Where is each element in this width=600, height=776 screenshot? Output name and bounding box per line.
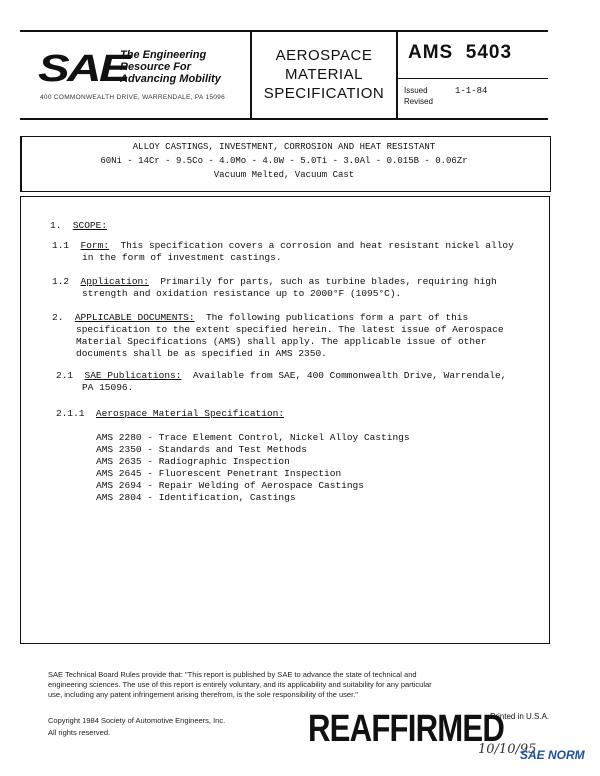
section-2-cont-1: specification to the extent specified herein. The latest issue of Aerospace bbox=[76, 324, 504, 335]
header-divider-right bbox=[396, 30, 398, 120]
revised-label: Revised bbox=[404, 97, 433, 106]
reference-item: AMS 2694 - Repair Welding of Aerospace Castings bbox=[96, 480, 364, 491]
sae-address: 400 COMMONWEALTH DRIVE, WARRENDALE, PA 15096 bbox=[40, 94, 226, 101]
section-2-1-1: 2.1.1 Aerospace Material Specification: bbox=[56, 408, 285, 419]
handwritten-date: 10/10/95 bbox=[478, 742, 537, 757]
copyright: Copyright 1984 Society of Automotive Engineers, Inc. bbox=[48, 716, 226, 725]
reaffirmed-stamp: REAFFIRMED bbox=[308, 708, 505, 750]
reference-item: AMS 2350 - Standards and Test Methods bbox=[96, 444, 307, 455]
section-2-1-cont: PA 15096. bbox=[82, 382, 134, 393]
issued-date: 1-1-84 bbox=[455, 86, 488, 96]
printed-in: Printed in U.S.A. bbox=[490, 712, 550, 721]
section-1-2: 1.2 Application: Primarily for parts, such as turbine blades, requiring high bbox=[52, 276, 497, 287]
issued-label: Issued bbox=[404, 86, 428, 95]
section-1-2-cont: strength and oxidation resistance up to 2000°F (1095°C). bbox=[82, 288, 402, 299]
ams-number: AMS 5403 bbox=[408, 42, 513, 63]
rights-reserved: All rights reserved. bbox=[48, 728, 111, 737]
header-bottom-rule bbox=[20, 118, 548, 120]
reference-item: AMS 2635 - Radiographic Inspection bbox=[96, 456, 290, 467]
sae-tagline: The Engineering Resource For Advancing Mobility bbox=[120, 49, 221, 85]
reference-item: AMS 2645 - Fluorescent Penetrant Inspection bbox=[96, 468, 342, 479]
document-type: AEROSPACE MATERIAL SPECIFICATION bbox=[263, 47, 385, 102]
section-1-1-cont: in the form of investment castings. bbox=[82, 252, 282, 263]
section-1: 1. SCOPE: bbox=[50, 220, 108, 231]
document-title: ALLOY CASTINGS, INVESTMENT, CORROSION AND HEAT RESISTANT 60Ni - 14Cr - 9.5Co - 4.0Mo - 4.0W - 5.0Ti - 3.0Al - 0.015B - 0.06Zr Vacuum Melted, Vacuum Cast bbox=[100, 142, 468, 180]
ams-box-divider bbox=[396, 78, 548, 79]
header-top-rule bbox=[20, 30, 548, 32]
reference-item: AMS 2280 - Trace Element Control, Nickel Alloy Castings bbox=[96, 432, 410, 443]
reference-item: AMS 2804 - Identification, Castings bbox=[96, 492, 296, 503]
section-2-1: 2.1 SAE Publications: Available from SAE, 400 Commonwealth Drive, Warrendale, bbox=[56, 370, 507, 381]
technical-board-rules: SAE Technical Board Rules provide that: "This report is published by SAE to advance the state of technical and engineering sciences. The use of this report is entirely voluntary, and its applicability and suitability for any particular use, including any patent infringement arising therefrom, is the sole responsibility of the user." bbox=[48, 670, 432, 699]
section-2: 2. APPLICABLE DOCUMENTS: The following publications form a part of this bbox=[52, 312, 469, 323]
sae-norm-watermark: SAE NORM bbox=[520, 748, 585, 762]
section-2-cont-2: Material Specifications (AMS) shall apply. The applicable issue of other bbox=[76, 336, 487, 347]
section-2-cont-3: documents shall be as specified in AMS 2350. bbox=[76, 348, 327, 359]
sae-logo: SAE bbox=[38, 48, 129, 90]
section-1-1: 1.1 Form: This specification covers a corrosion and heat resistant nickel alloy bbox=[52, 240, 514, 251]
